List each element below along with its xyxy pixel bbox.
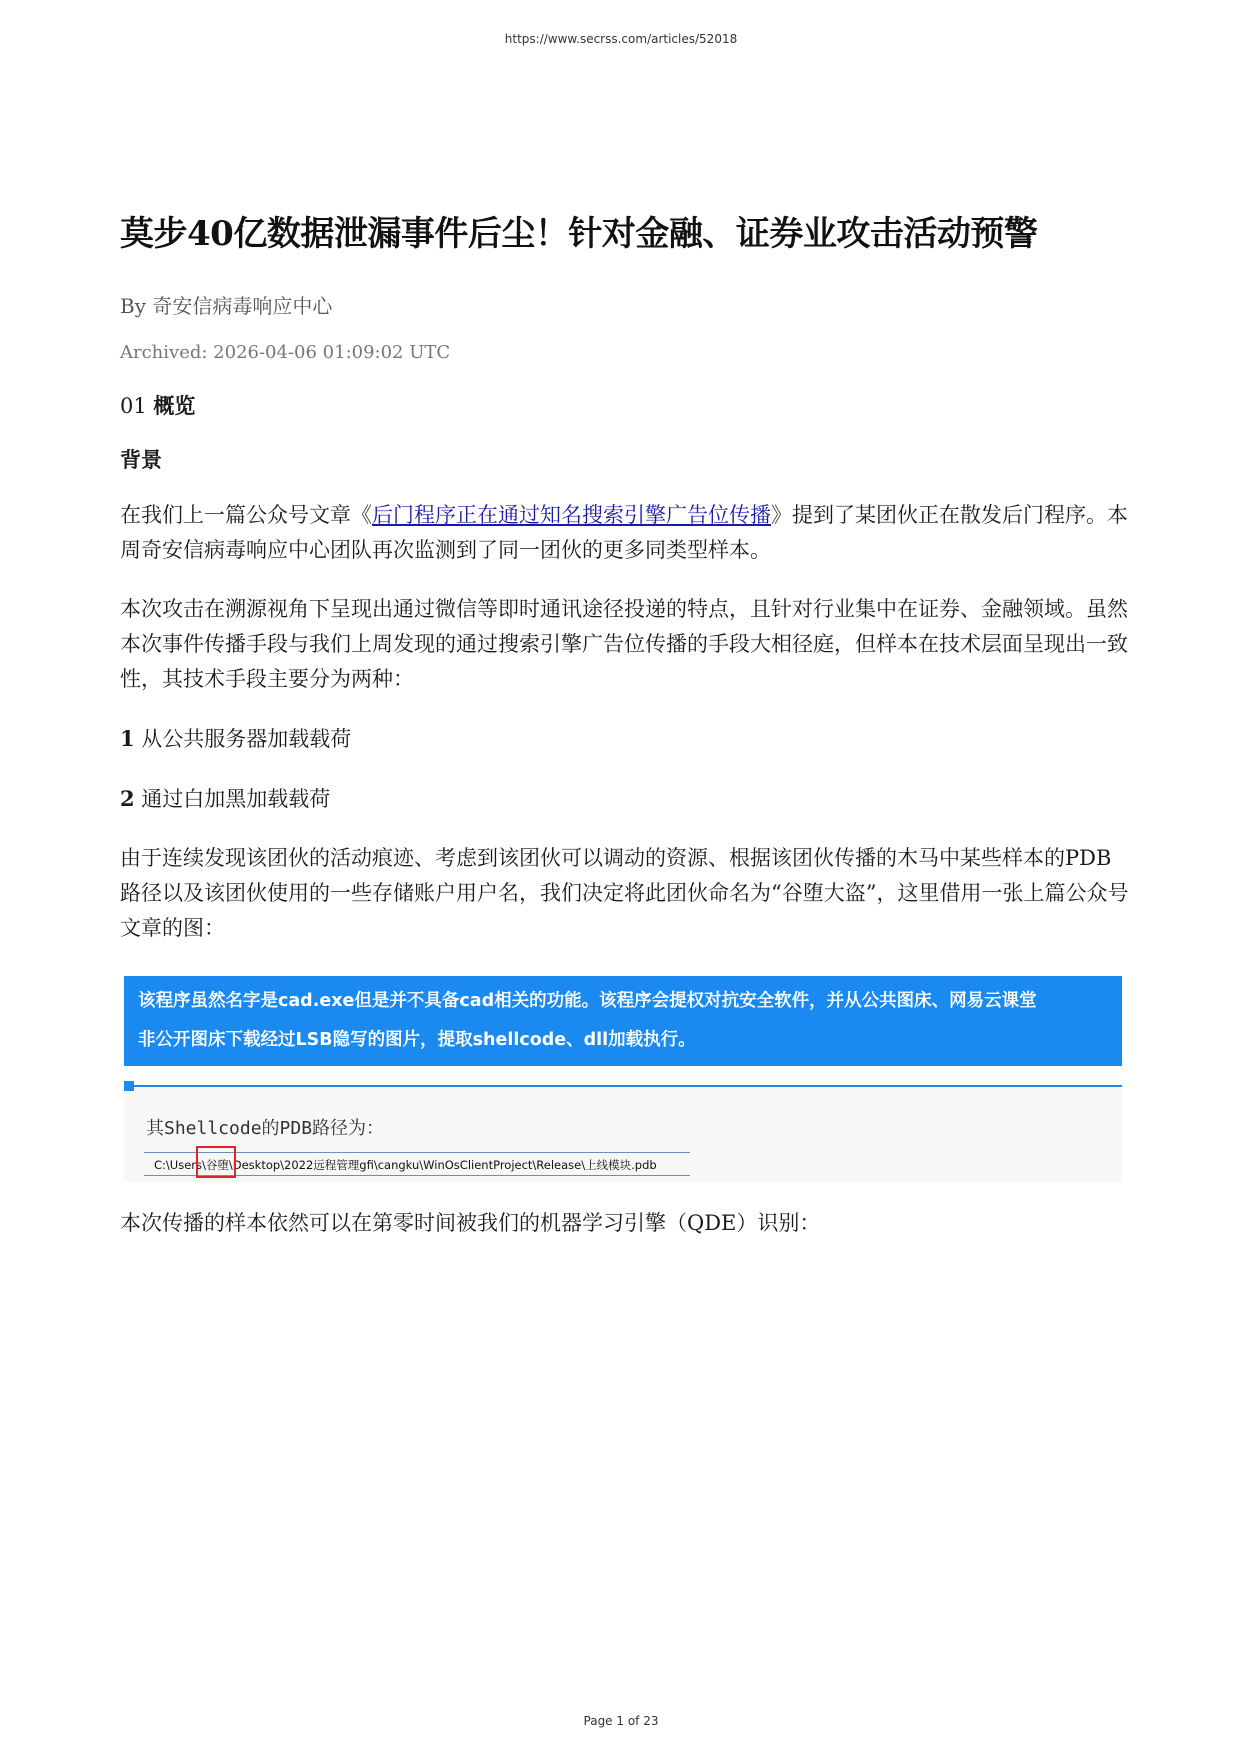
- paragraph-intro-start: 在我们上一篇公众号文章《: [120, 503, 372, 527]
- figure-banner: [124, 976, 1122, 1066]
- paragraph-qde: 本次传播的样本依然可以在第零时间被我们的机器学习引擎（QDE）识别：: [120, 1211, 821, 1235]
- technique-item-1-number: 1: [120, 726, 135, 751]
- figure-divider: [124, 1085, 1122, 1087]
- figure-divider-marker: [124, 1081, 134, 1091]
- paragraph-attack-summary: 本次攻击在溯源视角下呈现出通过微信等即时通讯途径投递的特点，且针对行业集中在证券、金融领域。虽然本次事件传播手段与我们上周发现的通过搜索引擎广告位传播的手段大相径庭，但样本在技术层面呈现出一致性，其技术手段主要分为两种：: [120, 597, 1128, 691]
- technique-item-2-number: 2: [120, 786, 135, 811]
- article-byline: By 奇安信病毒响应中心: [120, 294, 333, 318]
- page-number: Page 1 of 23: [583, 1714, 659, 1728]
- paragraph-group-naming: 由于连续发现该团伙的活动痕迹、考虑到该团伙可以调动的资源、根据该团伙传播的木马中某些样本的PDB路径以及该团伙使用的一些存储账户用户名，我们决定将此团伙命名为“谷堕大盗”，这里借用一张上篇公众号文章的图：: [120, 846, 1129, 940]
- figure-pdb-path: C:\Users\谷堕\Desktop\2022远程管理gfi\cangku\WinOsClientProject\Release\上线模块.pdb: [144, 1152, 690, 1176]
- figure-username-highlight: [196, 1146, 236, 1178]
- paragraph-intro-end: 》提到了某团伙正在散发后门程序。本周奇安信病毒响应中心团队再次监测到了同一团伙的更多同类型样本。: [120, 503, 1128, 562]
- section-heading: [120, 392, 1130, 420]
- technique-item-1: [120, 721, 1130, 757]
- article-body: [120, 210, 1130, 1241]
- figure-banner-line-1: 该程序虽然名字是cad.exe但是并不具备cad相关的功能。该程序会提权对抗安全软件，并从公共图床、网易云课堂: [138, 991, 1037, 1011]
- archived-timestamp: Archived: 2026-04-06 01:09:02 UTC: [120, 342, 451, 363]
- section-title: 概览: [153, 393, 196, 418]
- technique-item-1-text: 从公共服务器加载载荷: [134, 727, 352, 751]
- figure-banner-line-2: 非公开图床下载经过LSB隐写的图片，提取shellcode、dll加载执行。: [138, 1030, 696, 1050]
- source-url: https://www.secrss.com/articles/52018: [504, 32, 738, 46]
- article-title: 莫步40亿数据泄漏事件后尘！针对金融、证券业攻击活动预警: [120, 214, 1038, 254]
- previous-article-link[interactable]: 后门程序正在通过知名搜索引擎广告位传播: [372, 503, 771, 527]
- technique-item-2: [120, 781, 1130, 817]
- technique-item-2-text: 通过白加黑加载载荷: [134, 787, 331, 811]
- figure-pdb-label: 其Shellcode的PDB路径为：: [146, 1118, 385, 1139]
- previous-article-figure: [120, 976, 1123, 1182]
- subheading-background: 背景: [120, 447, 162, 472]
- section-number: 01: [120, 394, 147, 418]
- paragraph-intro: [120, 498, 1130, 568]
